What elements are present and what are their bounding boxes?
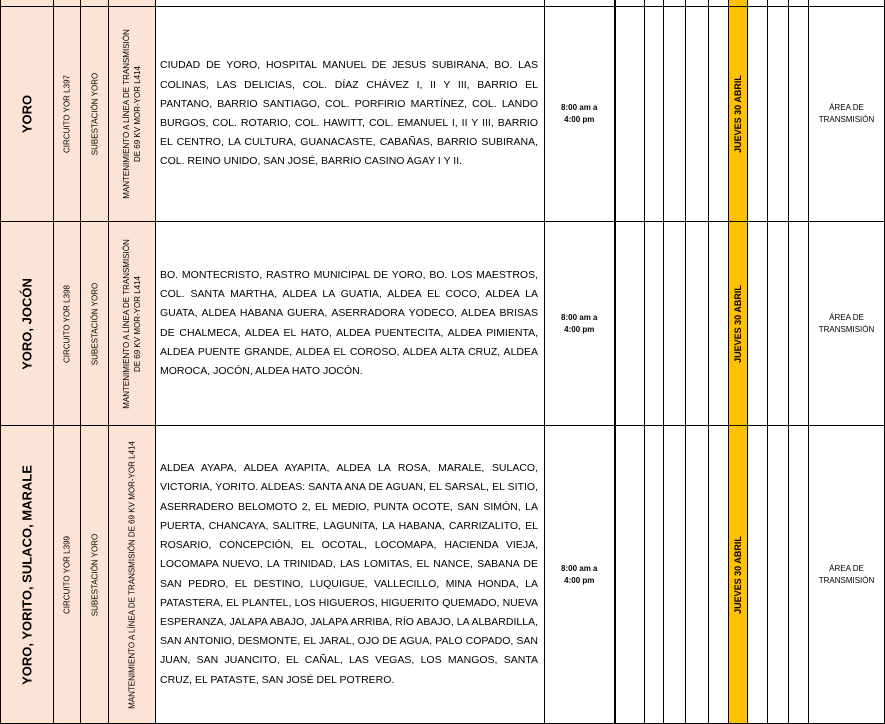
type-line2: TRANSMISIÓN	[818, 324, 875, 334]
hours-end: 4:00 pm	[564, 115, 595, 124]
day-cell	[729, 426, 748, 724]
day-cell	[729, 222, 748, 426]
empty-cell	[686, 426, 709, 724]
maintenance-label: MANTENIMIENTO A LÍNEA DE TRANSMISIÓN DE 69 KV MOR-YOR L414	[127, 440, 137, 709]
hours-cell	[545, 426, 615, 724]
table-row	[1, 7, 885, 222]
circuit-label: CIRCUITO YOR L399	[62, 535, 72, 614]
maintenance-cell	[109, 426, 156, 724]
substation-cell	[81, 7, 109, 222]
town-cell	[1, 426, 54, 724]
hours-start: 8:00 am a	[561, 103, 598, 112]
hours-cell	[545, 7, 615, 222]
empty-cell	[645, 7, 664, 222]
day-label: JUEVES 30 ABRIL	[733, 284, 743, 363]
empty-cell	[664, 426, 686, 724]
affected-areas-text: BO. MONTECRISTO, RASTRO MUNICIPAL DE YORO, BO. LOS MAESTROS, COL. SANTA MARTHA, ALDEA LA GUATIA, ALDEA EL COCO, ALDEA LA GUATA, ALDEA HABANA GUERA, ASERRADORA YODECO, ALDEA BRISAS DE CHALMECA, ALDEA EL HATO, ALDEA PUENTECITA, ALDEA PIMIENTA, ALDEA PUENTE GRANDE, ALDEA EL COROSO, ALDEA ALTA CRUZ, ALDEA MOROCA, JOCÓN, ALDEA HATO JOCÓN.	[160, 268, 538, 377]
maintenance-cell	[109, 222, 156, 426]
empty-cell	[615, 426, 645, 724]
maintenance-label: MANTENIMIENTO A LÍNEA DE TRANSMISIÓN DE 69 KV MOR-YOR L414	[122, 238, 142, 409]
empty-cell	[768, 7, 789, 222]
empty-cell	[789, 222, 809, 426]
maintenance-cell	[109, 7, 156, 222]
empty-cell	[664, 222, 686, 426]
town-label: YORO, YORITO, SULACO, MARALE	[19, 464, 35, 685]
empty-cell	[645, 426, 664, 724]
empty-cell	[748, 426, 768, 724]
substation-cell	[81, 426, 109, 724]
type-cell	[809, 426, 885, 724]
hours-end: 4:00 pm	[564, 575, 595, 585]
empty-cell	[789, 426, 809, 724]
areas-cell	[156, 426, 545, 724]
circuit-label: CIRCUITO YOR L397	[62, 75, 72, 153]
empty-cell	[748, 7, 768, 222]
empty-cell	[645, 222, 664, 426]
circuit-cell	[54, 7, 81, 222]
empty-cell	[709, 7, 729, 222]
empty-cell	[686, 7, 709, 222]
empty-cell	[768, 222, 789, 426]
maintenance-label: MANTENIMIENTO A LÍNEA DE TRANSMISIÓN DE 69 KV MOR-YOR L414	[122, 29, 142, 199]
substation-label: SUBESTACIÓN YORO	[90, 72, 99, 156]
substation-label: SUBESTACIÓN YORO	[90, 533, 99, 616]
substation-cell	[81, 222, 109, 426]
day-cell	[729, 7, 748, 222]
type-line1: ÁREA DE	[829, 563, 864, 573]
type-cell	[809, 222, 885, 426]
day-label: JUEVES 30 ABRIL	[733, 75, 743, 153]
hours-start: 8:00 am a	[561, 312, 598, 322]
empty-cell	[615, 7, 645, 222]
areas-cell	[156, 222, 545, 426]
empty-cell	[615, 222, 645, 426]
town-cell	[1, 7, 54, 222]
table-row	[1, 222, 885, 426]
circuit-cell	[54, 222, 81, 426]
hours-cell	[545, 222, 615, 426]
empty-cell	[709, 426, 729, 724]
type-cell	[809, 7, 885, 222]
hours-start: 8:00 am a	[561, 563, 598, 573]
hours-end: 4:00 pm	[564, 324, 595, 334]
empty-cell	[664, 7, 686, 222]
town-cell	[1, 222, 54, 426]
town-label: YORO	[19, 94, 35, 134]
town-label: YORO, JOCÓN	[19, 277, 35, 370]
type-line1: ÁREA DE	[829, 312, 864, 322]
table-row	[1, 426, 885, 724]
circuit-cell	[54, 426, 81, 724]
type-line2: TRANSMISIÓN	[818, 115, 875, 124]
empty-cell	[768, 426, 789, 724]
empty-cell	[709, 222, 729, 426]
type-line2: TRANSMISIÓN	[818, 575, 875, 585]
substation-label: SUBESTACIÓN YORO	[90, 282, 99, 365]
affected-areas-text: ALDEA AYAPA, ALDEA AYAPITA, ALDEA LA ROSA, MARALE, SULACO, VICTORIA, YORITO. ALDEAS: SANTA ANA DE AGUAN, EL SARSAL, EL SITIO, ASERRADERO BELOMOTO 2, EL MEDIO, PUNTA OCOTE, SAN SIMÓN, LA PUERTA, CHANCAYA, SALITRE, LAGUNITA, LA HABANA, CARRIZALITO, EL ROSARIO, CONCEPCIÓN, EL OCOTAL, LOCOMAPA, HACIENDA VIEJA, LOCOMAPA NUEVO, LA TRINIDAD, LAS LOMITAS, EL NANCE, SABANA DE SAN PEDRO, EL DESTINO, LUQUIGUE, VALLECILLO, MINA HONDA, LA PATASTERA, EL PLANTEL, LOS HIGUEROS, HIGUERITO QUEMADO, NUEVA ESPERANZA, JALAPA ABAJO, JALAPA ARRIBA, RÍO ABAJO, LA ALBARDILLA, SAN ANTONIO, DESMONTE, EL JARAL, OJO DE AGUA, PALO COPADO, SAN JUAN, SAN JUANCITO, EL CAÑAL, LAS VEGAS, LOS MANGOS, SANTA CRUZ, EL PATASTE, SAN JOSÉ DEL POTRERO.	[160, 462, 538, 686]
empty-cell	[686, 222, 709, 426]
affected-areas-text: CIUDAD DE YORO, HOSPITAL MANUEL DE JESUS SUBIRANA, BO. LAS COLINAS, LAS DELICIAS, COL. DÍAZ CHÁVEZ I, II Y III, BARRIO EL PANTANO, BARRIO SANTIAGO, COL. PORFIRIO MARTÍNEZ, COL. LANDO BURGOS, COL. ROTARIO, COL. HAWITT, COL. EMANUEL I, II Y III, BARRIO EL CENTRO, LA CULTURA, GUANACASTE, CABAÑAS, BARRIO SUBIRANA, COL. REINO UNIDO, SAN JOSÉ, BARRIO CASINO AGAY I Y II.	[160, 59, 538, 168]
day-label: JUEVES 30 ABRIL	[733, 535, 743, 614]
empty-cell	[748, 222, 768, 426]
empty-cell	[789, 7, 809, 222]
circuit-label: CIRCUITO YOR L398	[62, 284, 72, 363]
type-line1: ÁREA DE	[829, 103, 864, 112]
areas-cell	[156, 7, 545, 222]
